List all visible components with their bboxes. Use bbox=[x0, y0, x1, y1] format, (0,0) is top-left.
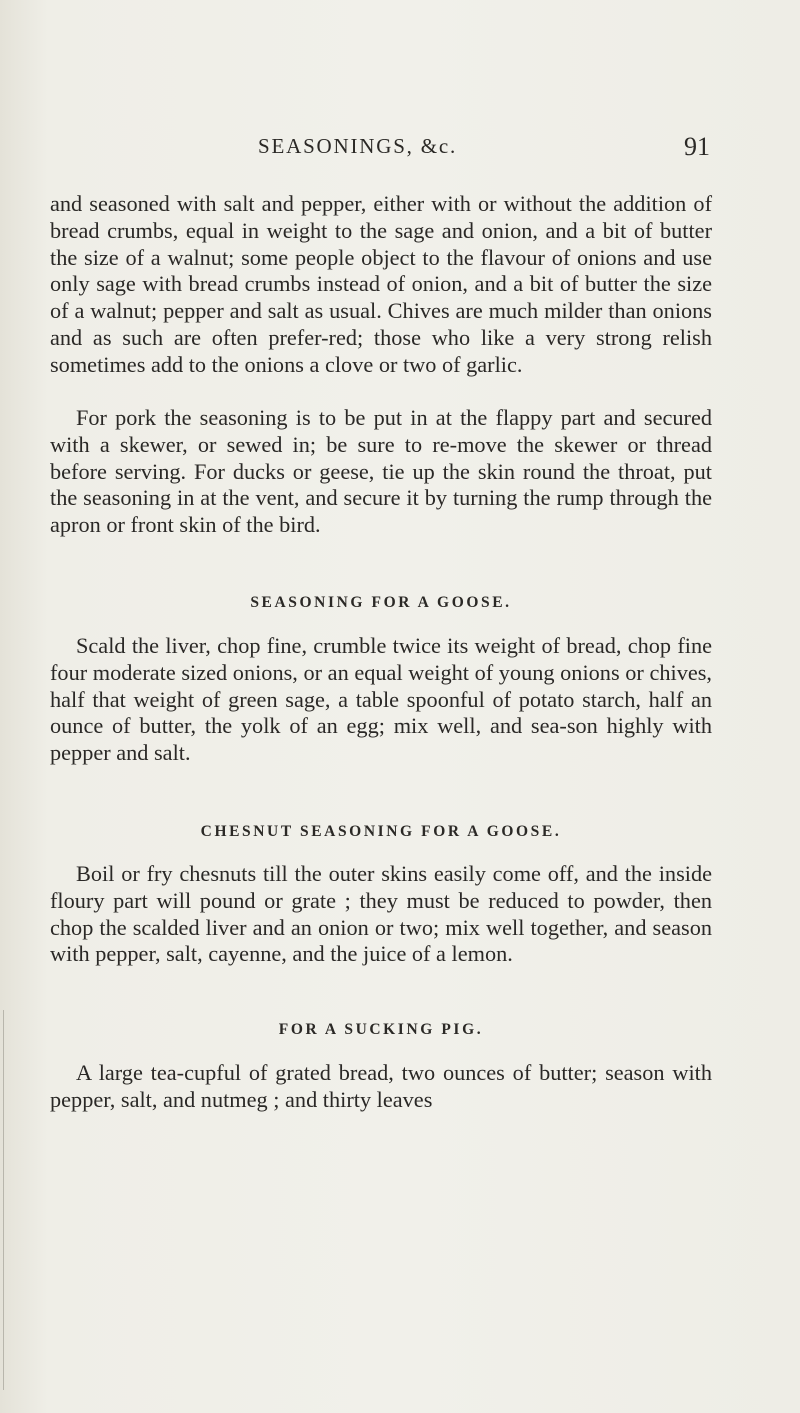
paragraph-1: and seasoned with salt and pepper, either with or without the addition of bread crumbs, equal in weight to the sage and onion, and a bit of butter the size of a walnut; some people object to the flavour of onions and use only sage with bread crumbs instead of onion, and a bit of butter the size of a walnut; pepper and salt as usual. Chives are much milder than onions and as such are often prefer-red; those who like a very strong relish sometimes add to the onions a clove or two of garlic. bbox=[50, 191, 712, 377]
paragraph-sucking-pig: A large tea-cupful of grated bread, two ounces of butter; season with pepper, salt, and nutmeg ; and thirty leaves bbox=[50, 1060, 712, 1112]
paragraph-goose-seasoning: Scald the liver, chop fine, crumble twice its weight of bread, chop fine four moderate sized onions, or an equal weight of young onions or chives, half that weight of green sage, a table spoonful of potato starch, half an ounce of butter, the yolk of an egg; mix well, and sea-son highly with pepper and salt. bbox=[50, 633, 712, 766]
paragraph-chesnut-seasoning: Boil or fry chesnuts till the outer skins easily come off, and the inside floury part will pound or grate ; they must be reduced to powder, then chop the scalded liver and an onion or two; mix well together, and season with pepper, salt, cayenne, and the juice of a lemon. bbox=[50, 861, 712, 967]
section-heading-sucking-pig: FOR A SUCKING PIG. bbox=[278, 1021, 484, 1038]
page-edge-line bbox=[3, 1010, 4, 1390]
page-header bbox=[258, 134, 710, 164]
page-number: 91 bbox=[684, 132, 710, 161]
running-head: SEASONINGS, &c. bbox=[258, 134, 458, 158]
section-heading-goose: SEASONING FOR A GOOSE. bbox=[250, 594, 512, 611]
section-heading-chesnut: CHESNUT SEASONING FOR A GOOSE. bbox=[200, 823, 562, 840]
paragraph-2: For pork the seasoning is to be put in at the flappy part and secured with a skewer, or sewed in; be sure to re-move the skewer or thread before serving. For ducks or geese, tie up the skin round the throat, put the seasoning in at the vent, and secure it by turning the rump through the apron or front skin of the bird. bbox=[50, 405, 712, 538]
